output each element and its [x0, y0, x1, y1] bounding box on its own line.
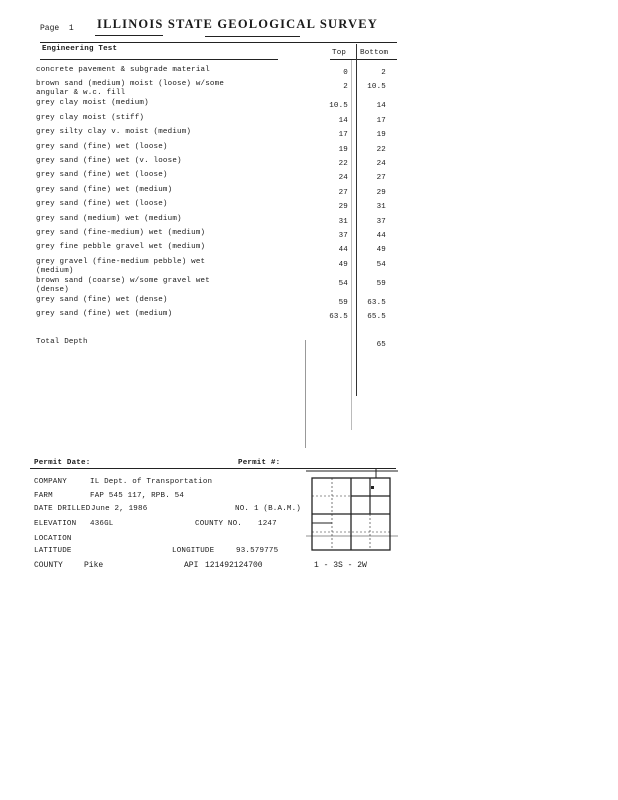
column-header-bottom: Bottom: [360, 49, 389, 57]
layer-bottom-depth: 65.5: [367, 313, 386, 322]
title-underline: [205, 36, 300, 37]
section-label: Engineering Test: [42, 45, 118, 53]
well-number-value: 1 (B.A.M.): [254, 505, 302, 513]
layer-description-cont: (medium): [36, 266, 74, 275]
layer-description: grey sand (fine) wet (dense): [36, 295, 168, 304]
document-title: ILLINOIS STATE GEOLOGICAL SURVEY: [97, 17, 378, 31]
permit-number-label: Permit #:: [238, 459, 281, 467]
column-rule: [330, 59, 397, 60]
layer-bottom-depth: 63.5: [367, 298, 386, 307]
header-rule: [40, 42, 397, 43]
company-value: IL Dept. of Transportation: [90, 478, 213, 486]
total-depth-label: Total Depth: [36, 338, 88, 346]
layer-description: grey fine pebble gravel wet (medium): [36, 243, 206, 252]
layer-top-depth: 0: [343, 69, 348, 77]
location-label: LOCATION: [34, 535, 72, 543]
layer-description: grey clay moist (medium): [36, 99, 149, 108]
api-value: 121492124700: [205, 561, 263, 570]
layer-bottom-depth: 14: [376, 102, 386, 111]
layer-description-cont: angular & w.c. fill: [36, 89, 126, 98]
layer-bottom-depth: 31: [376, 203, 386, 212]
layer-bottom-depth: 17: [376, 116, 386, 125]
layer-top-depth: 37: [338, 232, 348, 240]
layer-bottom-depth: 24: [376, 160, 386, 168]
strata-table: [36, 66, 396, 336]
layer-description: grey gravel (fine-medium pebble) wet: [36, 257, 206, 266]
layer-top-depth: 17: [338, 131, 348, 140]
layer-description: grey sand (fine-medium) wet (medium): [36, 229, 206, 237]
date-drilled-value: June 2, 1986: [91, 505, 148, 513]
layer-bottom-depth: 59: [376, 279, 386, 288]
layer-top-depth: 49: [338, 260, 348, 269]
layer-top-depth: 2: [343, 83, 348, 92]
longitude-label: LONGITUDE: [172, 547, 215, 555]
layer-top-depth: 63.5: [329, 313, 348, 322]
layer-bottom-depth: 27: [376, 174, 386, 183]
layer-top-depth: 24: [338, 174, 348, 183]
layer-description: grey silty clay v. moist (medium): [36, 128, 192, 137]
layer-top-depth: 19: [338, 145, 348, 154]
layer-bottom-depth: 44: [376, 232, 386, 240]
column-header-top: Top: [332, 49, 347, 57]
layer-bottom-depth: 22: [376, 145, 386, 154]
layer-bottom-depth: 2: [381, 69, 386, 77]
layer-description: grey sand (fine) wet (medium): [36, 185, 173, 194]
latitude-label: LATITUDE: [34, 547, 72, 555]
total-depth-value: 65: [376, 341, 386, 349]
layer-bottom-depth: 19: [376, 131, 386, 140]
layer-top-depth: 22: [338, 160, 348, 168]
layer-bottom-depth: 49: [376, 246, 386, 255]
layer-description: brown sand (medium) moist (loose) w/some: [36, 80, 225, 89]
date-drilled-label: DATE DRILLED: [34, 505, 91, 513]
township-range: 1 - 3S - 2W: [314, 561, 367, 570]
county-number-label: COUNTY NO.: [195, 520, 243, 528]
layer-description: grey sand (fine) wet (loose): [36, 200, 168, 209]
section-plat-grid: [306, 468, 398, 554]
layer-top-depth: 10.5: [329, 102, 348, 111]
layer-description: grey sand (fine) wet (loose): [36, 171, 168, 180]
layer-description: grey sand (fine) wet (medium): [36, 310, 173, 319]
layer-bottom-depth: 37: [376, 217, 386, 226]
layer-description-cont: (dense): [36, 285, 69, 294]
layer-description: grey sand (fine) wet (loose): [36, 142, 168, 151]
well-number-label: NO.: [235, 505, 250, 513]
layer-top-depth: 31: [338, 217, 348, 226]
layer-top-depth: 54: [338, 279, 348, 288]
scan-shadow-line: [305, 340, 306, 448]
layer-top-depth: 27: [338, 188, 348, 197]
layer-bottom-depth: 10.5: [367, 83, 386, 92]
title-underline: [95, 35, 163, 36]
layer-bottom-depth: 29: [376, 188, 386, 197]
api-label: API: [184, 561, 199, 570]
layer-bottom-depth: 54: [376, 260, 386, 269]
county-number-value: 1247: [258, 520, 277, 528]
longitude-value: 93.579775: [236, 547, 279, 555]
layer-top-depth: 14: [338, 116, 348, 125]
layer-description: brown sand (coarse) w/some gravel wet: [36, 276, 210, 285]
layer-description: concrete pavement & subgrade material: [36, 66, 210, 74]
farm-label: FARM: [34, 492, 53, 500]
layer-description: grey sand (medium) wet (medium): [36, 214, 182, 223]
county-value: Pike: [84, 561, 104, 570]
layer-top-depth: 59: [338, 298, 348, 307]
layer-top-depth: 44: [338, 246, 348, 255]
column-rule: [40, 59, 278, 60]
page-label: Page 1: [40, 24, 74, 33]
county-label: COUNTY: [34, 561, 63, 570]
elevation-value: 436GL: [90, 520, 114, 528]
company-label: COMPANY: [34, 478, 67, 486]
well-location-marker: [371, 486, 374, 489]
layer-top-depth: 29: [338, 203, 348, 212]
farm-value: FAP 545 117, RPB. 54: [90, 492, 185, 500]
permit-date-label: Permit Date:: [34, 459, 91, 467]
elevation-label: ELEVATION: [34, 520, 77, 528]
layer-description: grey sand (fine) wet (v. loose): [36, 157, 182, 165]
layer-description: grey clay moist (stiff): [36, 113, 145, 122]
